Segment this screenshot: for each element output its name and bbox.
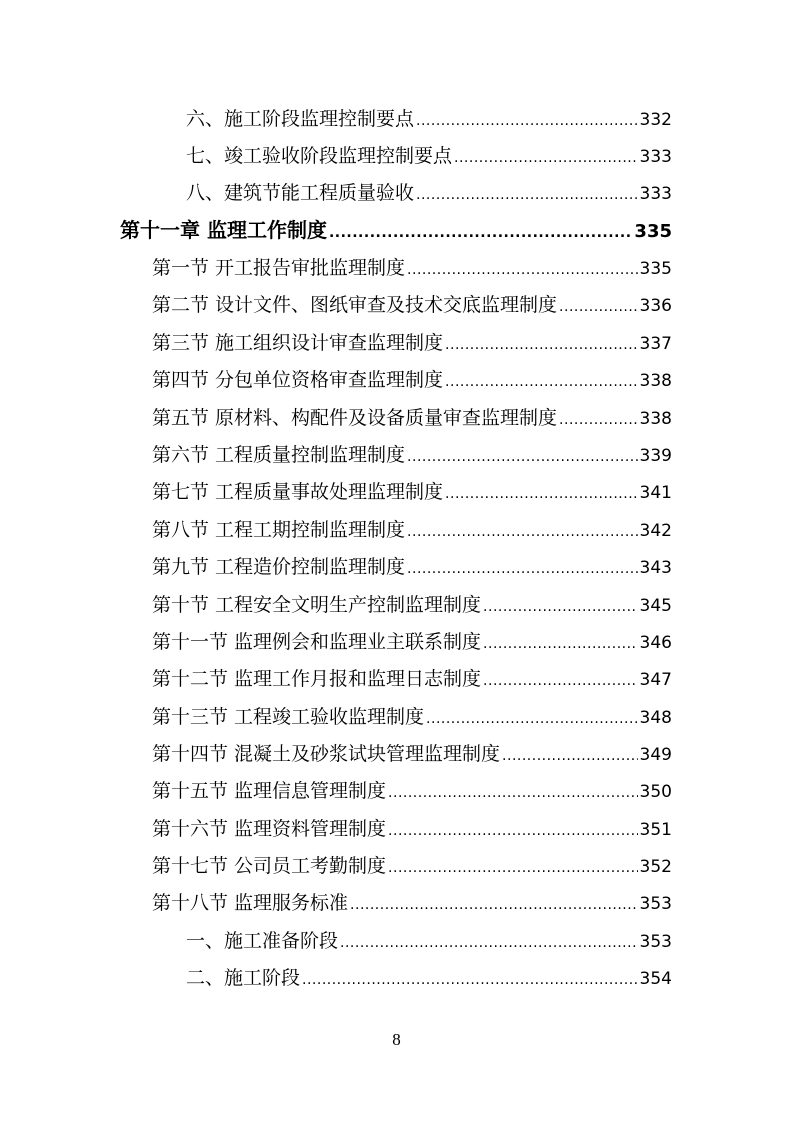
toc-entry-title: 二、施工阶段	[186, 967, 301, 989]
toc-entry-title: 第七节 工程质量事故处理监理制度	[152, 481, 444, 503]
toc-entry-title: 第十三节 工程竣工验收监理制度	[152, 706, 425, 728]
toc-entry-title: 第九节 工程造价控制监理制度	[152, 556, 406, 578]
toc-entry-page: 351	[639, 820, 672, 840]
toc-entry-page: 338	[639, 409, 672, 429]
toc-entry-title: 第一节 开工报告审批监理制度	[152, 257, 406, 279]
toc-entry-page: 335	[639, 259, 672, 279]
toc-entry-title: 六、施工阶段监理控制要点	[186, 108, 415, 130]
toc-leader-dots	[426, 702, 638, 732]
toc-leader-dots	[445, 328, 638, 358]
toc-leader-dots	[559, 403, 638, 433]
toc-leader-dots	[407, 253, 638, 283]
toc-entry-page: 338	[639, 371, 672, 391]
toc-entry-page: 332	[639, 110, 672, 130]
toc-entry-title: 第十六节 监理资料管理制度	[152, 818, 387, 840]
toc-entry-page: 339	[639, 446, 672, 466]
toc-leader-dots	[407, 552, 638, 582]
toc-leader-dots	[388, 776, 638, 806]
toc-entry[interactable]	[152, 365, 672, 395]
toc-entry[interactable]	[152, 739, 672, 769]
toc-entry-page: 343	[639, 558, 672, 578]
toc-entry[interactable]	[152, 328, 672, 358]
toc-entry-page: 352	[639, 857, 672, 877]
toc-entry[interactable]	[186, 963, 672, 993]
toc-entry[interactable]	[152, 851, 672, 881]
toc-entry[interactable]	[152, 814, 672, 844]
toc-entry-page: 354	[639, 969, 672, 989]
toc-entry-title: 七、竣工验收阶段监理控制要点	[186, 145, 453, 167]
toc-leader-dots	[416, 104, 638, 134]
toc-entry[interactable]	[152, 590, 672, 620]
toc-entry[interactable]	[186, 141, 672, 171]
toc-entry-title: 第十八节 监理服务标准	[152, 892, 349, 914]
toc-entry[interactable]	[152, 253, 672, 283]
toc-leader-dots	[407, 440, 638, 470]
toc-entry[interactable]	[152, 552, 672, 582]
toc-entry-page: 349	[639, 745, 672, 765]
toc-entry-title: 第十五节 监理信息管理制度	[152, 780, 387, 802]
toc-entry[interactable]	[186, 178, 672, 208]
toc-entry-page: 346	[639, 633, 672, 653]
toc-entry-title: 第十一章 监理工作制度	[120, 218, 327, 242]
toc-entry-title: 第十二节 监理工作月报和监理日志制度	[152, 668, 482, 690]
toc-leader-dots	[302, 963, 638, 993]
toc-entry-page: 341	[639, 483, 672, 503]
toc-entry-page: 353	[639, 894, 672, 914]
page-number: 8	[392, 1030, 401, 1049]
toc-entry-title: 第六节 工程质量控制监理制度	[152, 444, 406, 466]
toc-entry-title: 一、施工准备阶段	[186, 930, 339, 952]
toc-leader-dots	[340, 926, 638, 956]
toc-leader-dots	[350, 888, 638, 918]
toc-leader-dots	[483, 590, 638, 620]
toc-entry-title: 第四节 分包单位资格审查监理制度	[152, 369, 444, 391]
toc-entry[interactable]	[152, 888, 672, 918]
toc-entry[interactable]	[152, 627, 672, 657]
toc-leader-dots	[416, 178, 638, 208]
toc-entry-title: 第三节 施工组织设计审查监理制度	[152, 332, 444, 354]
toc-leader-dots	[445, 365, 638, 395]
toc-entry[interactable]	[152, 702, 672, 732]
toc-leader-dots	[454, 141, 638, 171]
toc-entry[interactable]	[152, 664, 672, 694]
toc-entry-page: 333	[639, 184, 672, 204]
toc-leader-dots	[483, 664, 638, 694]
toc-entry-page: 336	[639, 296, 672, 316]
toc-entry[interactable]	[186, 104, 672, 134]
toc-entry[interactable]	[152, 403, 672, 433]
toc-entry-page: 350	[639, 782, 672, 802]
toc-chapter-entry[interactable]	[120, 215, 672, 245]
toc-entry[interactable]	[152, 515, 672, 545]
toc-leader-dots	[388, 814, 638, 844]
toc-entry-page: 333	[639, 147, 672, 167]
toc-entry[interactable]	[152, 290, 672, 320]
toc-entry-title: 第二节 设计文件、图纸审查及技术交底监理制度	[152, 294, 558, 316]
toc-entry-title: 第五节 原材料、构配件及设备质量审查监理制度	[152, 407, 558, 429]
toc-entry-title: 第十节 工程安全文明生产控制监理制度	[152, 594, 482, 616]
toc-entry-title: 第八节 工程工期控制监理制度	[152, 519, 406, 541]
toc-leader-dots	[483, 627, 638, 657]
toc-entry[interactable]	[152, 440, 672, 470]
toc-entry-page: 335	[634, 221, 672, 242]
toc-entry[interactable]	[152, 776, 672, 806]
toc-entry-page: 347	[639, 670, 672, 690]
toc-leader-dots	[329, 215, 632, 245]
toc-entry-page: 353	[639, 932, 672, 952]
toc-entry-title: 八、建筑节能工程质量验收	[186, 182, 415, 204]
toc-leader-dots	[407, 515, 638, 545]
toc-leader-dots	[388, 851, 638, 881]
toc-entry-title: 第十一节 监理例会和监理业主联系制度	[152, 631, 482, 653]
toc-entry[interactable]	[152, 477, 672, 507]
toc-entry-title: 第十四节 混凝土及砂浆试块管理监理制度	[152, 743, 501, 765]
toc-entry-page: 345	[639, 596, 672, 616]
toc-entry-page: 342	[639, 521, 672, 541]
toc-entry-page: 348	[639, 708, 672, 728]
toc-entry[interactable]	[186, 926, 672, 956]
toc-entry-title: 第十七节 公司员工考勤制度	[152, 855, 387, 877]
toc-entry-page: 337	[639, 334, 672, 354]
toc-leader-dots	[559, 290, 638, 320]
toc-leader-dots	[445, 477, 638, 507]
toc-leader-dots	[502, 739, 638, 769]
